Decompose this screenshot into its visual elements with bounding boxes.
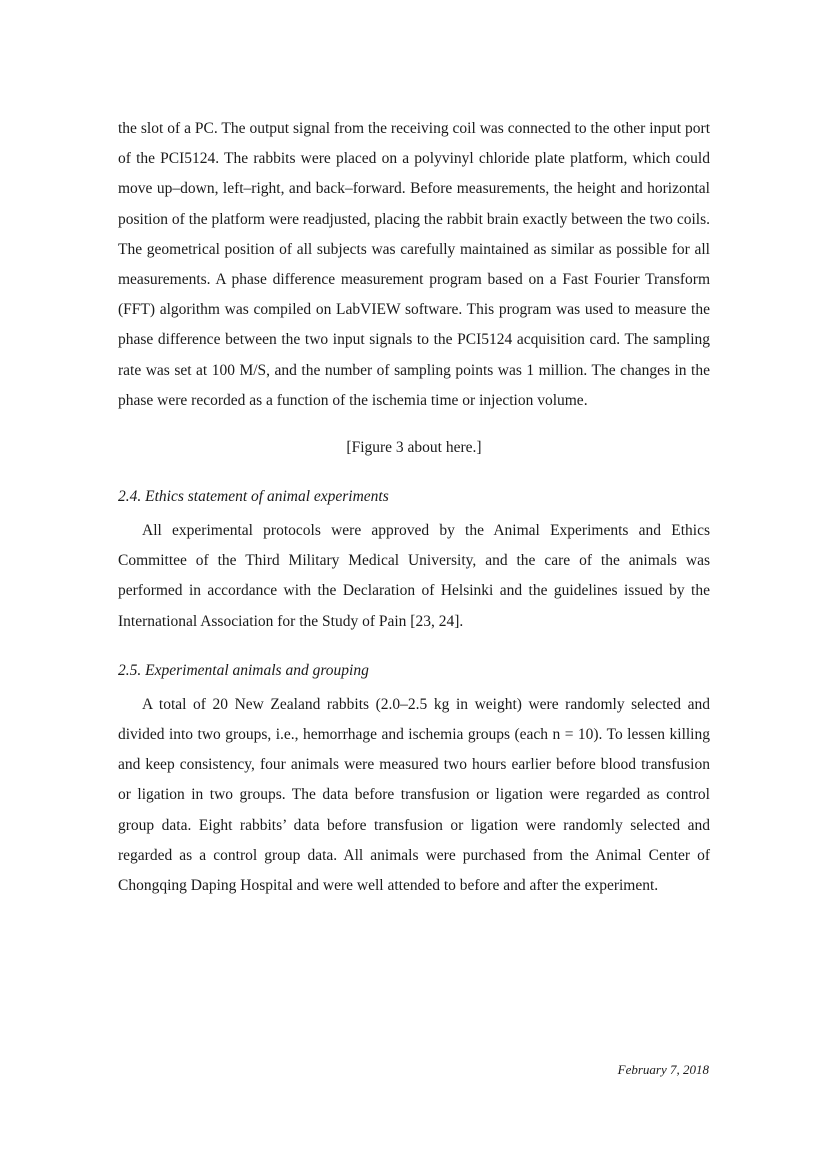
section-heading-ethics: 2.4. Ethics statement of animal experiments — [118, 488, 389, 506]
paragraph-continuation: the slot of a PC. The output signal from the receiving coil was connected to the other input port of the PCI5124. The rabbits were placed on a polyvinyl chloride plate platform, which could move up–down, left–right, and back–forward. Before measurements, the height and horizontal position of the platform were readjusted, placing the rabbit brain exactly between the two coils. The geometrical position of all subjects was carefully maintained as similar as possible for all measurements. A phase difference measurement program based on a Fast Fourier Transform (FFT) algorithm was compiled on LabVIEW software. This program was used to measure the phase difference between the two input signals to the PCI5124 acquisition card. The sampling rate was set at 100 M/S, and the number of sampling points was 1 million. The changes in the phase were recorded as a function of the ischemia time or injection volume. — [118, 120, 710, 409]
paragraph-ethics: All experimental protocols were approved by the Animal Experiments and Ethics Committee of the Third Military Medical University, and the care of the animals was performed in accordance with the Declaration of Helsinki and the guidelines issued by the International Association for the Study of Pain [23, 24]. — [118, 522, 710, 630]
paragraph-animals: A total of 20 New Zealand rabbits (2.0–2.5 kg in weight) were randomly selected and divided into two groups, i.e., hemorrhage and ischemia groups (each n = 10). To lessen killing and keep consistency, four animals were measured two hours earlier before blood transfusion or ligation in two groups. The data before transfusion or ligation were regarded as control group data. Eight rabbits’ data before transfusion or ligation were randomly selected and regarded as a control group data. All animals were purchased from the Animal Center of Chongqing Daping Hospital and were well attended to before and after the experiment. — [118, 695, 710, 895]
footer-date: February 7, 2018 — [617, 1062, 709, 1077]
section-heading-animals: 2.5. Experimental animals and grouping — [118, 661, 369, 679]
figure-placeholder: [Figure 3 about here.] — [346, 439, 482, 457]
page-body — [118, 114, 710, 901]
